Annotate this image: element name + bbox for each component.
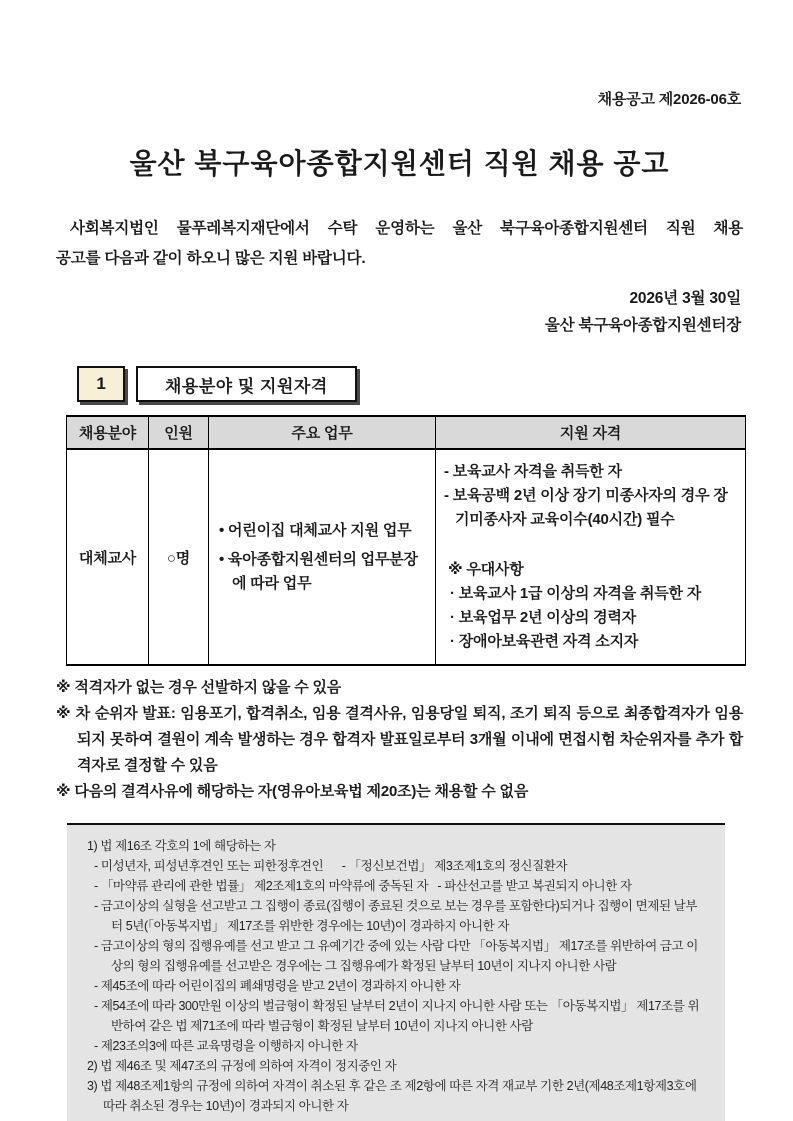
intro-line-1: 사회복지법인 물푸레복지재단에서 수탁 운영하는 울산 북구육아종합지원센터 직원 채용	[70, 220, 743, 237]
header-duties: 주요 업무	[209, 416, 436, 449]
note-item: ※ 적격자가 없는 경우 선발하지 않을 수 있음	[56, 679, 342, 696]
header-field: 채용분야	[67, 416, 149, 449]
duty-item: • 어린이집 대체교사 지원 업무	[219, 521, 412, 539]
law-line: - 금고이상의 실형을 선고받고 그 집행이 종료(집행이 종료된 것으로 보는 경우를 포함한다)되거나 집행이 면제된 날부터 5년(「아동복지법」 제17조를 위반한 경우에는 10년)이 경과하지 아니한 자	[94, 899, 698, 933]
table-header-row	[67, 416, 746, 449]
page-title: 울산 북구육아종합지원센터 직원 채용 공고	[129, 148, 670, 179]
cell-field: 대체교사	[67, 449, 149, 665]
intro-line-2: 공고를 다음과 같이 하오니 많은 지원 바랍니다.	[56, 250, 366, 267]
cell-count: ○명	[149, 449, 209, 665]
disqualification-law-box	[67, 823, 725, 1121]
law-line: - 제45조에 따라 어린이집의 폐쇄명령을 받고 2년이 경과하지 아니한 자	[94, 979, 461, 993]
section1-heading: 채용분야 및 지원자격	[136, 366, 357, 402]
preferred-item: · 보육업무 2년 이상의 경력자	[450, 609, 636, 626]
doc-number: 채용공고 제2026-06호	[597, 91, 741, 108]
table-row	[67, 449, 746, 665]
issuer: 울산 북구육아종합지원센터장	[544, 317, 741, 334]
header-qualifications: 지원 자격	[436, 416, 746, 449]
intro-paragraph	[56, 214, 743, 274]
qualification-item: - 보육교사 자격을 취득한 자	[444, 463, 622, 480]
section1-header	[77, 366, 743, 402]
law-line: - 제54조에 따라 300만원 이상의 벌금형이 확정된 날부터 2년이 지나지 아니한 사람 또는 「아동복지법」 제17조를 위반하여 같은 법 제71조에 따라 벌금형이 확정된 날부터 10년이 지나지 아니한 사람	[94, 999, 700, 1033]
header-count: 인원	[149, 416, 209, 449]
law-line: - 제23조의3에 따른 교육명령을 이행하지 아니한 자	[94, 1039, 358, 1053]
recruit-table	[66, 415, 746, 666]
preferred-item: · 보육교사 1급 이상의 자격을 취득한 자	[450, 585, 702, 602]
issue-date: 2026년 3월 30일	[629, 290, 741, 307]
preferred-title: ※ 우대사항	[448, 561, 524, 578]
law-line: 1) 법 제16조 각호의 1에 해당하는 자	[87, 839, 276, 853]
law-line: 3) 법 제48조제1항의 규정에 의하여 자격이 취소된 후 같은 조 제2항에 따른 자격 재교부 기한 2년(제48조제1항제3호에 따라 취소된 경우는 10년)이 경과되지 아니한 자	[87, 1079, 700, 1113]
notes-list	[56, 675, 743, 805]
law-line: - 「마약류 관리에 관한 법률」 제2조제1호의 마약류에 중독된 자 - 파산선고를 받고 복권되지 아니한 자	[94, 879, 632, 893]
preferred-item: · 장애아보육관련 자격 소지자	[450, 633, 639, 650]
law-line: - 금고이상의 형의 집행유예를 선고 받고 그 유예기간 중에 있는 사람 다만 「아동복지법」 제17조를 위반하여 금고 이상의 형의 집행유예를 선고받은 경우에는 그 집행유예가 확정된 날부터 10년이 지나지 아니한 사람	[94, 939, 698, 973]
qualification-item: - 보육공백 2년 이상 장기 미종사자의 경우 장기미종사자 교육이수(40시간) 필수	[444, 487, 728, 528]
note-item: ※ 차 순위자 발표: 임용포기, 합격취소, 임용 결격사유, 임용당일 퇴직, 조기 퇴직 등으로 최종합격자가 임용되지 못하여 결원이 계속 발생하는 경우 합격자 발표일로부터 3개월 이내에 면접시험 차순위자를 추가 합격자로 결정할 수 있음	[56, 705, 743, 774]
cell-qualifications	[436, 449, 746, 665]
duty-item: • 육아종합지원센터의 업무분장에 따라 업무	[219, 550, 418, 592]
law-line: - 미성년자, 피성년후견인 또는 피한정후견인 - 「정신보건법」 제3조제1호의 정신질환자	[94, 859, 568, 873]
section1-number-badge: 1	[77, 366, 125, 402]
note-item: ※ 다음의 결격사유에 해당하는 자(영유아보육법 제20조)는 채용할 수 없음	[56, 783, 529, 800]
cell-duties	[209, 449, 436, 665]
law-line: 2) 법 제46조 및 제47조의 규정에 의하여 자격이 정지중인 자	[87, 1059, 397, 1073]
